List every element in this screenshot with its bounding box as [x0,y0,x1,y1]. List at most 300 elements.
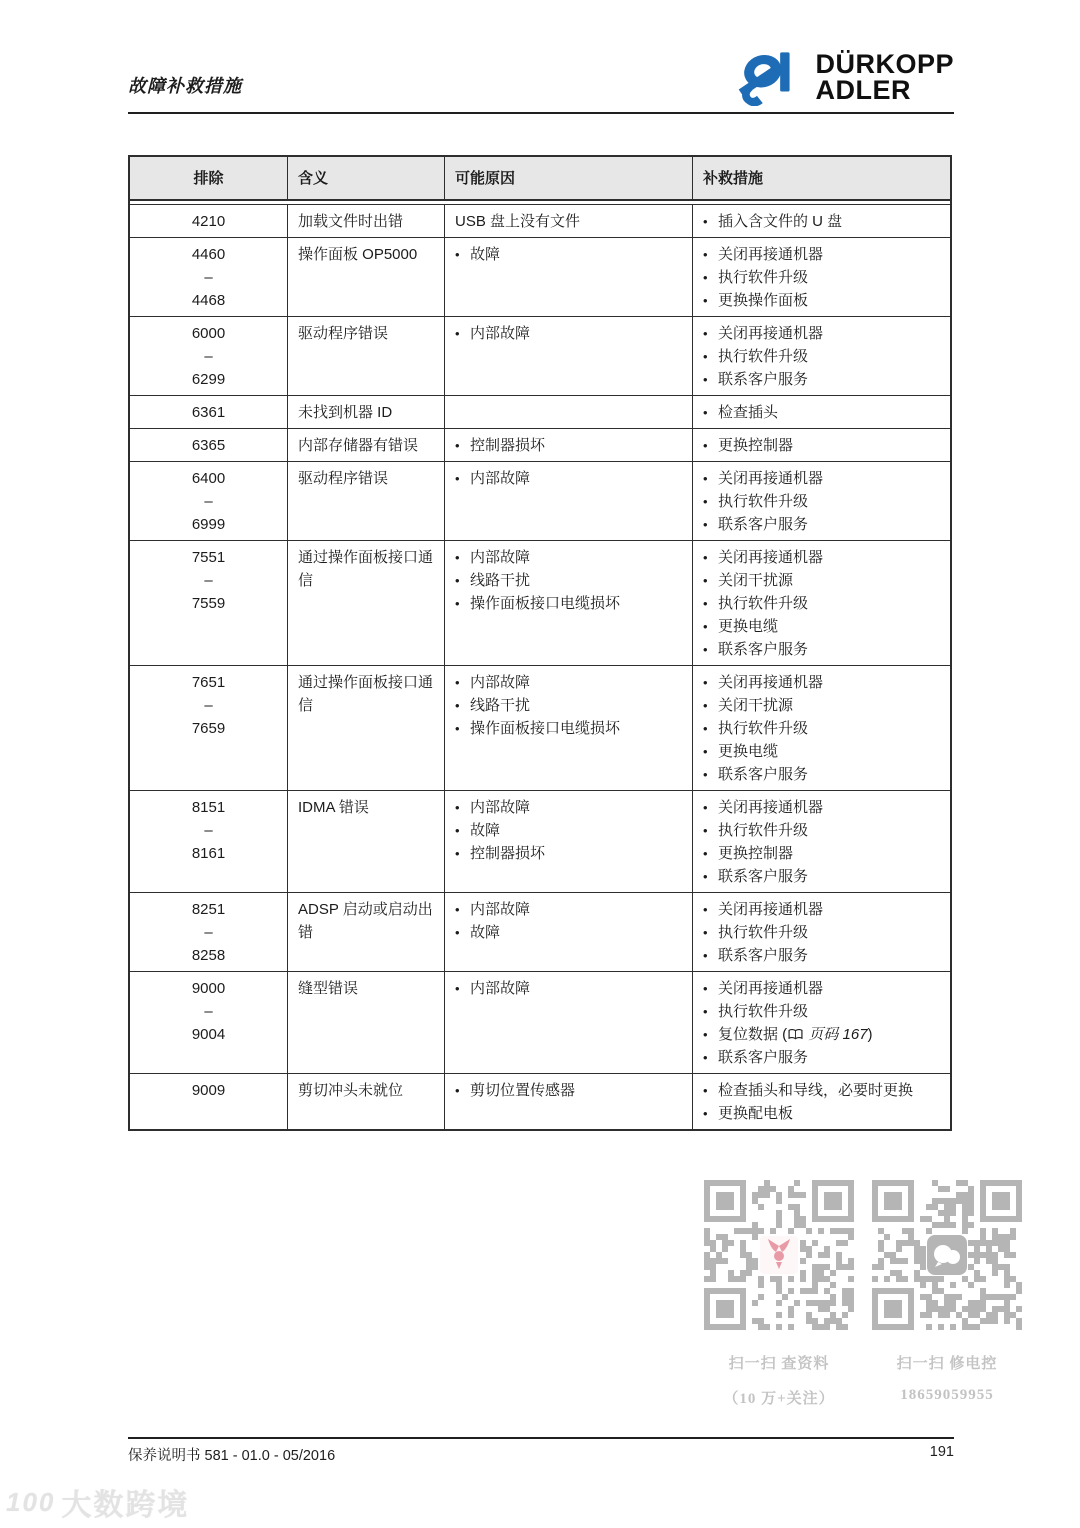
qr-module [872,1276,878,1282]
qr-module [926,1312,932,1318]
cause-list-text: 故障 [470,246,501,263]
remedy-list [703,210,942,233]
qr-module [818,1228,824,1234]
bullet-icon: • [703,247,708,262]
qr-module [746,1228,752,1234]
remedy-list-text: 联系客户服务 [718,1049,809,1066]
bullet-icon: • [703,925,708,940]
qr-module [974,1324,980,1330]
qr-module [824,1252,830,1258]
bullet-icon: • [703,744,708,759]
cause-list [455,898,684,944]
cause-cell [445,972,693,1073]
remedy-list-text: 执行软件升级 [718,269,809,286]
qr-module [800,1288,806,1294]
qr-module [938,1306,944,1312]
cause-list-item [455,243,684,266]
qr-module [848,1306,854,1312]
qr-module [914,1240,920,1246]
meaning-cell: 未找到机器 ID [288,396,445,428]
remedy-list-text: 关闭干扰源 [718,572,794,589]
bullet-icon: • [703,270,708,285]
bullet-icon: • [455,902,460,917]
cause-list-text: 剪切位置传感器 [470,1082,576,1099]
meaning-cell: 驱动程序错误 [288,462,445,540]
error-code: 4468 [191,292,226,309]
qr-module [824,1300,830,1306]
remedy-list-text: 更换电缆 [718,618,779,635]
table-row [130,429,950,462]
qr-module [812,1282,818,1288]
remedy-list-text: 关闭再接通机器 [718,901,824,918]
qr-module [800,1240,806,1246]
cause-list-item [455,1079,684,1102]
remedy-list-text: 执行软件升级 [718,924,809,941]
qr-module [992,1306,998,1312]
page-footer [128,1437,954,1465]
qr-module [962,1228,968,1234]
qr-module [776,1216,782,1222]
qr-module [1004,1318,1010,1324]
qr-module [956,1198,962,1204]
bullet-icon: • [703,869,708,884]
qr-module [962,1216,968,1222]
qr-module [968,1312,974,1318]
qr-module [716,1234,722,1240]
qr-module [776,1324,782,1330]
footer-page-number: 191 [929,1444,954,1460]
remedy-list [703,671,942,786]
qr-module [776,1192,782,1198]
qr-module [704,1264,710,1270]
qr-module [932,1282,938,1288]
qr-module [1004,1234,1010,1240]
meaning-cell: 加载文件时出错 [288,205,445,237]
qr-module [944,1306,950,1312]
cause-list [455,796,684,865]
cause-list-item [455,434,684,457]
qr-module [818,1324,824,1330]
qr-module [716,1192,734,1210]
meaning-cell: 内部存储器有错误 [288,429,445,461]
cause-cell [445,238,693,316]
cause-list-text: 故障 [470,822,501,839]
cause-list-text: 线路干扰 [470,697,531,714]
qr-module [992,1264,998,1270]
cause-cell [445,893,693,971]
cause-list-item [455,467,684,490]
qr-module [980,1300,986,1306]
cause-list-text: 内部故障 [470,980,531,997]
qr-module [758,1204,764,1210]
table-header-row [130,157,950,199]
qr-module [776,1276,782,1282]
table-row [130,238,950,317]
qr-module [710,1240,716,1246]
qr-module [758,1282,764,1288]
qr-module [1004,1264,1010,1270]
qr-module [704,1252,710,1258]
remedy-list-text: 关闭再接通机器 [718,470,824,487]
remedy-list-item [703,368,942,391]
qr-module [1004,1306,1010,1312]
cause-list-item [455,796,684,819]
book-icon [788,1029,803,1040]
remedy-list-item [703,345,942,368]
qr-module [794,1216,800,1222]
cause-list-item [455,671,684,694]
qr-module [806,1228,812,1234]
qr-module [878,1246,884,1252]
qr-module [818,1264,824,1270]
meaning-cell: ADSP 启动或启动出错 [288,893,445,971]
qr-module [992,1294,998,1300]
qr-module [974,1276,980,1282]
qr-module [818,1306,824,1312]
qr-left-subcaption: （10 万+关注） [723,1391,835,1407]
qr-right-block [870,1180,1024,1408]
error-code: – [204,924,213,941]
qr-module [890,1270,896,1276]
remedy-list-item [703,1079,942,1102]
cause-list-item [455,717,684,740]
qr-module [950,1294,956,1300]
qr-module [1010,1228,1016,1234]
qr-module [1016,1288,1022,1294]
error-code: 9000 [191,980,226,997]
qr-module [902,1240,908,1246]
table-row [130,666,950,791]
qr-module [992,1318,998,1324]
qr-module [980,1276,986,1282]
bullet-icon: • [455,721,460,736]
qr-module [926,1294,932,1300]
cause-list-text: 控制器损坏 [470,437,546,454]
table-row [130,462,950,541]
error-code: 7659 [191,720,226,737]
qr-module [998,1306,1004,1312]
meaning-cell: 通过操作面板接口通信 [288,666,445,790]
remedy-list-text: 更换配电板 [718,1105,794,1122]
qr-left-caption: 扫一扫 查资料 [728,1356,830,1372]
qr-module [806,1246,812,1252]
qr-module [950,1300,956,1306]
qr-module [920,1258,926,1264]
qr-module [938,1288,944,1294]
qr-module [920,1276,926,1282]
qr-section [702,1180,1024,1408]
error-code: 8161 [191,845,226,862]
qr-module [788,1324,794,1330]
qr-module [794,1180,800,1186]
remedy-list-item [703,865,942,888]
bullet-icon: • [703,1083,708,1098]
table-row [130,541,950,666]
qr-module [752,1228,758,1234]
qr-module [704,1258,710,1264]
bullet-icon: • [455,823,460,838]
qr-module [758,1276,764,1282]
qr-module [1010,1252,1016,1258]
qr-module [800,1216,806,1222]
cause-list [455,322,684,345]
meaning-cell: IDMA 错误 [288,791,445,892]
qr-module [764,1192,770,1198]
qr-module [992,1240,998,1246]
qr-module [710,1270,716,1276]
qr-module [1010,1312,1016,1318]
remedy-list-text: 关闭再接通机器 [718,549,824,566]
qr-module [848,1300,854,1306]
qr-module [914,1276,920,1282]
cause-list-item [455,842,684,865]
remedy-list-text: 关闭干扰源 [718,697,794,714]
qr-module [788,1276,794,1282]
error-code: 6365 [191,437,226,454]
qr-module [1004,1282,1010,1288]
bullet-icon: • [703,948,708,963]
qr-module [776,1312,782,1318]
cause-list-item [455,569,684,592]
qr-module [740,1228,746,1234]
qr-code-right [872,1180,1022,1330]
qr-module [926,1204,932,1210]
qr-module [968,1240,974,1246]
remedy-list-text: 更换电缆 [718,743,779,760]
cause-list-text: 操作面板接口电缆损坏 [470,720,621,737]
remedy-list-text: 联系客户服务 [718,766,809,783]
qr-module [824,1246,830,1252]
remedy-list-item [703,796,942,819]
bullet-icon: • [703,721,708,736]
error-code-cell [130,205,288,237]
qr-module [980,1234,986,1240]
qr-module [842,1228,848,1234]
bullet-icon: • [455,573,460,588]
qr-module [1016,1318,1022,1324]
qr-module [962,1180,968,1186]
qr-module [920,1294,926,1300]
qr-module [770,1228,776,1234]
error-code: 4210 [191,213,226,230]
remedy-list [703,243,942,312]
cause-list-text: 内部故障 [470,799,531,816]
cause-list-item [455,977,684,1000]
qr-module [710,1276,716,1282]
remedy-list-item [703,1023,942,1046]
qr-module [848,1288,854,1294]
qr-module [770,1186,776,1192]
remedy-cell [693,541,950,665]
qr-module [758,1186,764,1192]
qr-module [824,1264,830,1270]
remedy-list-item [703,842,942,865]
qr-module [938,1222,944,1228]
qr-module [806,1312,812,1318]
qr-module [980,1318,986,1324]
error-code-cell [130,429,288,461]
qr-module [800,1192,806,1198]
qr-module [968,1300,974,1306]
qr-module [944,1216,950,1222]
remedy-list-text: 执行软件升级 [718,493,809,510]
qr-module [746,1270,752,1276]
remedy-list-item [703,694,942,717]
remedy-cell [693,238,950,316]
qr-module [944,1210,950,1216]
watermark-logo-icon: 100 [6,1486,56,1517]
qr-module [704,1276,710,1282]
qr-module [920,1264,926,1270]
qr-module [1016,1324,1022,1330]
qr-module [806,1300,812,1306]
remedy-cell [693,429,950,461]
duerkopp-adler-emblem-icon [733,48,807,106]
qr-module [932,1288,938,1294]
remedy-list [703,1079,942,1125]
cause-cell [445,666,693,790]
bullet-icon: • [455,438,460,453]
qr-module [818,1300,824,1306]
qr-module [998,1264,1004,1270]
qr-module [962,1210,968,1216]
qr-module [914,1258,920,1264]
qr-module [752,1222,758,1228]
qr-module [848,1264,854,1270]
qr-module [914,1252,920,1258]
qr-module [992,1258,998,1264]
qr-module [746,1264,752,1270]
remedy-list-text: 关闭再接通机器 [718,674,824,691]
bullet-icon: • [703,438,708,453]
column-header-meaning: 含义 [288,157,445,199]
qr-module [830,1270,836,1276]
qr-module [830,1282,836,1288]
qr-module [872,1264,878,1270]
qr-module [1004,1276,1010,1282]
remedy-list-text: 更换控制器 [718,437,794,454]
meaning-cell: 缝型错误 [288,972,445,1073]
bullet-icon: • [455,675,460,690]
qr-module [848,1276,854,1282]
qr-module [926,1216,932,1222]
cause-list-text: 操作面板接口电缆损坏 [470,595,621,612]
cause-list-text: 内部故障 [470,901,531,918]
wechat-icon [927,1235,967,1275]
column-header-remedy: 补救措施 [703,170,764,187]
qr-module [830,1294,836,1300]
qr-module [920,1216,926,1222]
remedy-cell [693,972,950,1073]
remedy-list-text: 复位数据 ( 页码 167) [718,1026,873,1043]
qr-module [1010,1234,1016,1240]
remedy-list-text: 关闭再接通机器 [718,980,824,997]
qr-module [728,1240,734,1246]
remedy-list [703,898,942,967]
qr-module [878,1258,884,1264]
bullet-icon: • [703,675,708,690]
qr-module [950,1306,956,1312]
qr-module [878,1240,884,1246]
error-code-table [128,155,952,1131]
bullet-icon: • [455,596,460,611]
remedy-list-text: 执行软件升级 [718,595,809,612]
remedy-list-text: 更换控制器 [718,845,794,862]
brand-bird-icon [760,1236,798,1274]
qr-module [896,1276,902,1282]
qr-module [704,1234,710,1240]
remedy-list [703,434,942,457]
bullet-icon: • [703,405,708,420]
qr-module [992,1228,998,1234]
qr-module [878,1228,884,1234]
qr-module [812,1276,818,1282]
qr-module [1016,1282,1022,1288]
cause-list-item [455,592,684,615]
qr-module [896,1270,902,1276]
remedy-list-item [703,944,942,967]
remedy-list-text: 联系客户服务 [718,641,809,658]
error-code: 6299 [191,371,226,388]
bullet-icon: • [703,1050,708,1065]
qr-module [830,1318,836,1324]
qr-module [824,1276,830,1282]
qr-module [884,1192,902,1210]
remedy-list-text: 联系客户服务 [718,516,809,533]
bullet-icon: • [455,846,460,861]
qr-module [920,1246,926,1252]
qr-module [980,1288,986,1294]
qr-module [968,1204,974,1210]
qr-module [938,1324,944,1330]
remedy-list-text: 检查插头和导线，必要时更换 [718,1082,914,1099]
remedy-list-text: 执行软件升级 [718,822,809,839]
qr-module [716,1258,722,1264]
bullet-icon: • [455,1083,460,1098]
qr-module [932,1180,938,1186]
qr-module [926,1228,932,1234]
remedy-list-item [703,763,942,786]
cause-list-item [455,819,684,842]
qr-module [722,1234,728,1240]
qr-module [914,1270,920,1276]
cause-list-text: 线路干扰 [470,572,531,589]
qr-module [908,1234,914,1240]
qr-module [968,1306,974,1312]
remedy-cell [693,317,950,395]
qr-module [740,1276,746,1282]
bullet-icon: • [455,471,460,486]
bullet-icon: • [703,326,708,341]
qr-module [896,1258,902,1264]
qr-module [902,1276,908,1282]
qr-module [962,1276,968,1282]
qr-module [716,1252,722,1258]
qr-module [752,1300,758,1306]
bullet-icon: • [455,981,460,996]
remedy-list [703,546,942,661]
cause-list [455,671,684,740]
cause-list-item [455,898,684,921]
qr-module [896,1246,902,1252]
qr-module [734,1276,740,1282]
qr-module [884,1300,902,1318]
qr-module [968,1324,974,1330]
qr-module [1004,1246,1010,1252]
cause-list-text: 控制器损坏 [470,845,546,862]
qr-module [842,1240,848,1246]
bullet-icon: • [703,494,708,509]
